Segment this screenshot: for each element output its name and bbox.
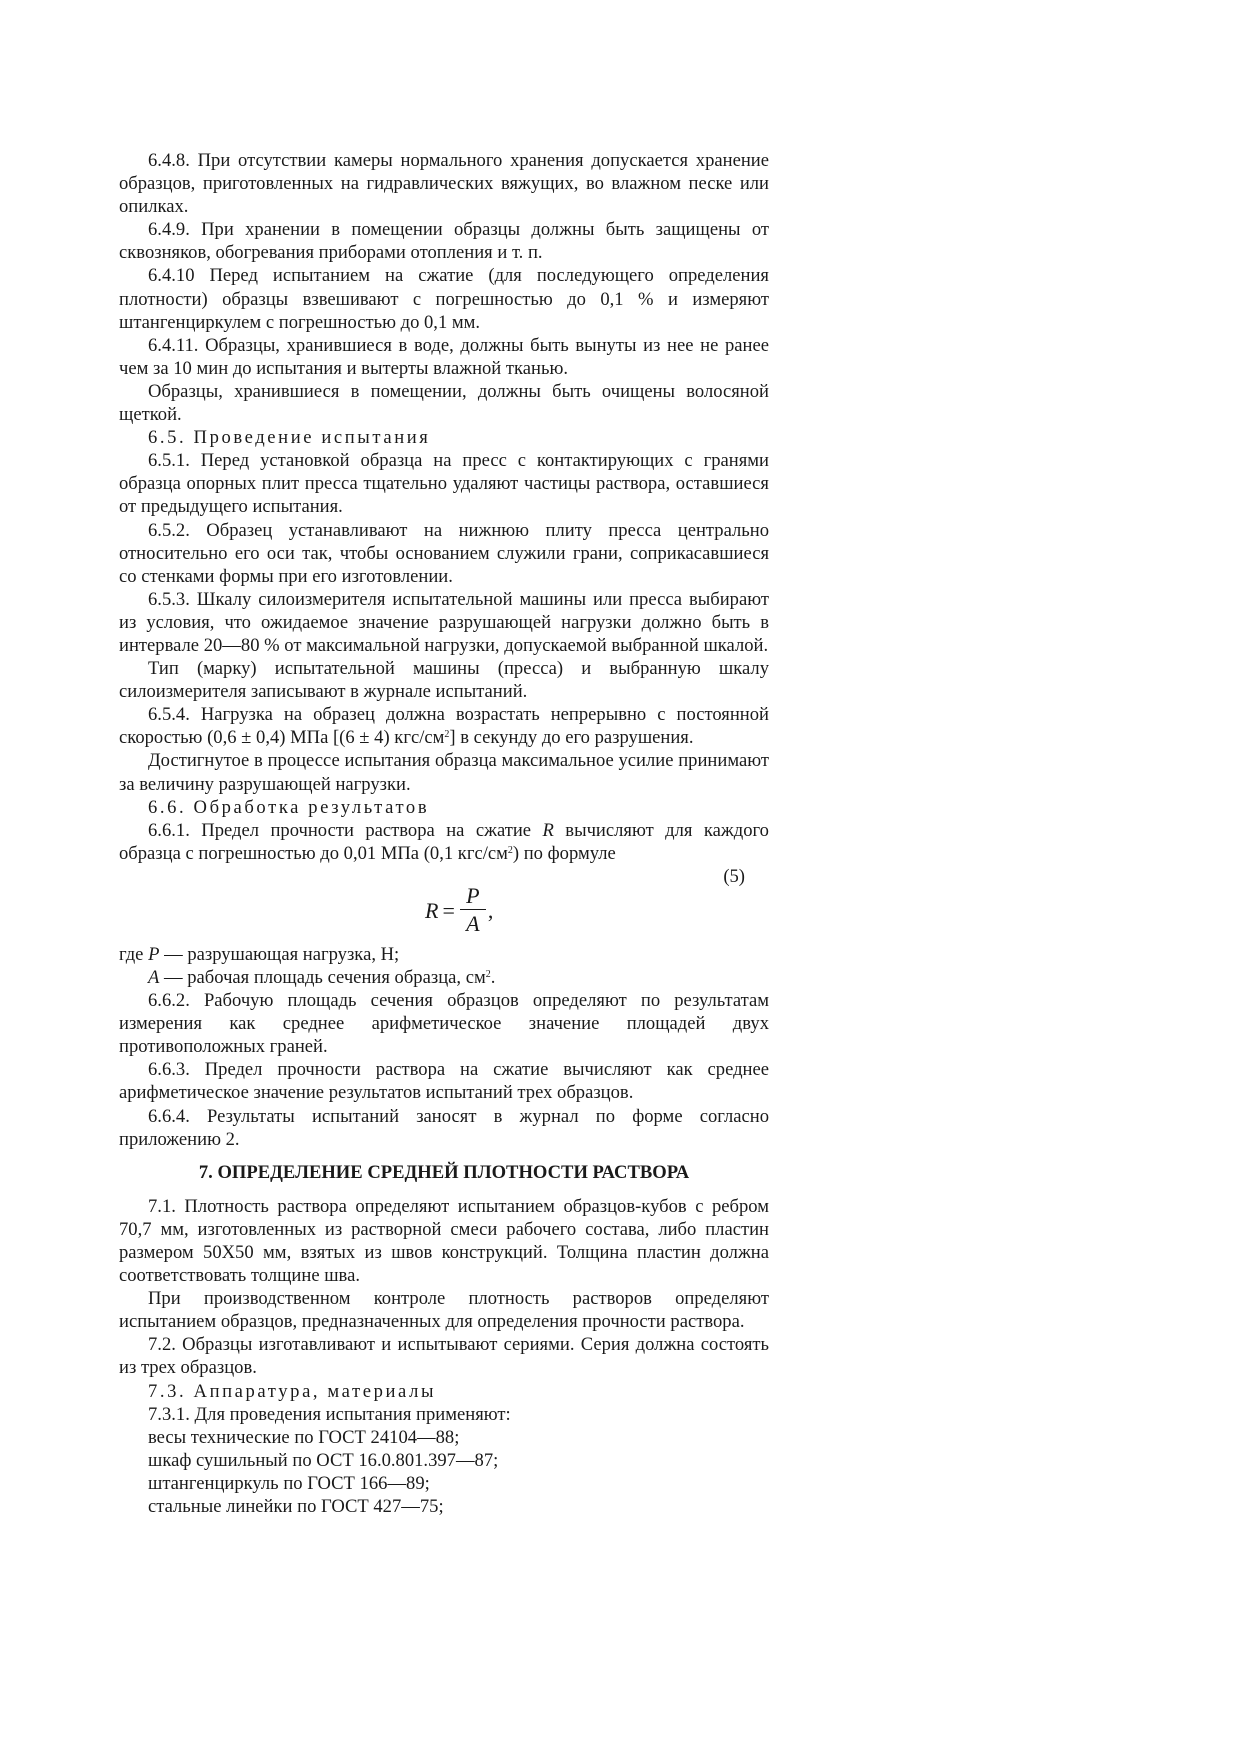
paragraph-7-1: 7.1. Плотность раствора определяют испытанием образцов-кубов с ребром 70,7 мм, изготовленных из растворной смеси рабочего состава, либо пластин размером 50Х50 мм, взятых из швов конструкций. Толщина пластин должна соответствовать толщине шва. [119,1195,769,1287]
where-a-text: — рабочая площадь сечения образца, см [159,967,486,988]
section-6-5-title-text: 6.5. Проведение испытания [148,427,431,449]
formula [425,883,493,938]
list-item: стальные линейки по ГОСТ 427—75; [148,1495,444,1517]
where-a-var: A [148,967,160,988]
formula-comma: , [487,897,494,923]
paragraph-cleaning: Образцы, хранившиеся в помещении, должны быть очищены волосяной щеткой. [119,380,769,426]
p-6-6-1-part1: 6.6.1. Предел прочности раствора на сжатие [148,819,543,841]
paragraph-6-6-3: 6.6.3. Предел прочности раствора на сжатие вычисляют как среднее арифметическое значение результатов испытаний трех образцов. [119,1059,769,1104]
section-7-heading: 7. ОПРЕДЕЛЕНИЕ СРЕДНЕЙ ПЛОТНОСТИ РАСТВОРА [198,1161,690,1183]
where-p [119,943,769,966]
section-7-3-title [119,1380,769,1403]
paragraph-6-4-8: 6.4.8. При отсутствии камеры нормального хранения допускается хранение образцов, приготовленных на гидравлических вяжущих, во влажном песке или опилках. [119,150,769,218]
p-6-6-1-var: R [542,819,554,841]
paragraph-production-control: При производственном контроле плотность растворов определяют испытанием образцов, предназначенных для определения прочности раствора. [119,1288,769,1333]
formula-numerator: P [466,882,480,908]
paragraph-6-4-9: 6.4.9. При хранении в помещении образцы должны быть защищены от сквозняков, обогревания приборами отопления и т. п. [119,219,769,264]
p-6-5-4-sup: 2 [444,729,450,741]
p-6-6-1-part2: вычисляют для каждого образца с погрешностью до 0,01 МПа (0,1 кгс/см [119,819,769,864]
p-6-6-1-sup: 2 [507,844,513,856]
p-6-5-4-text-b: ] в секунду до его разрушения. [449,727,694,749]
paragraph-6-4-11: 6.4.11. Образцы, хранившиеся в воде, должны быть вынуты из нее не ранее чем за 10 мин до испытания и вытерты влажной тканью. [119,334,769,379]
where-a [119,966,769,989]
list-item: штангенциркуль по ГОСТ 166—89; [148,1472,430,1494]
formula-lhs: R [425,897,439,923]
list-item: весы технические по ГОСТ 24104—88; [148,1426,460,1448]
formula-fraction [460,883,486,938]
formula-block [119,865,769,943]
paragraph-6-4-10: 6.4.10 Перед испытанием на сжатие (для последующего определения плотности) образцы взвешивают с погрешностью до 0,1 % и измеряют штангенциркулем с погрешностью до 0,1 мм. [119,265,769,333]
where-p-var: P [148,943,160,965]
paragraph-6-5-3: 6.5.3. Шкалу силоизмерителя испытательной машины или пресса выбирают из условия, что ожидаемое значение разрушающей нагрузки должно быть в интервале 20—80 % от максимальной нагрузки, допускаемой выбранной шкалой. [119,588,769,656]
where-a-sup: 2 [485,969,491,980]
list-item: 7.3.1. Для проведения испытания применяют: [148,1403,511,1425]
section-6-6-title [119,796,769,819]
paragraph-6-6-1 [119,819,769,865]
section-6-6-title-text: 6.6. Обработка результатов [148,796,430,818]
paragraph-max-force: Достигнутое в процессе испытания образца максимальное усилие принимают за величину разрушающей нагрузки. [119,750,769,795]
p-6-5-4-text-a: 6.5.4. Нагрузка на образец должна возрастать непрерывно с постоянной скоростью (0,6 ± 0,4) МПа [(6 ± 4) кгс/см [119,704,769,749]
formula-denominator: A [466,910,480,936]
document-page [119,149,769,1518]
equation-number: (5) [723,865,745,887]
where-a-end: . [490,967,496,988]
list-item: шкаф сушильный по ОСТ 16.0.801.397—87; [148,1449,499,1471]
section-6-5-title [119,426,769,449]
paragraph-machine-type: Тип (марку) испытательной машины (пресса) и выбранную шкалу силоизмерителя записывают в журнале испытаний. [119,658,769,703]
p-6-6-1-part3: ) по формуле [512,842,616,864]
paragraph-6-6-4: 6.6.4. Результаты испытаний заносят в журнал по форме согласно приложению 2. [119,1105,769,1150]
formula-equals: = [442,897,455,923]
section-7-3-title-text: 7.3. Аппаратура, материалы [148,1380,437,1402]
paragraph-6-5-4 [119,703,769,749]
paragraph-6-5-1: 6.5.1. Перед установкой образца на пресс с контактирующих с гранями образца опорных плит пресса тщательно удаляют частицы раствора, оставшиеся от предыдущего испытания. [119,450,769,518]
paragraph-6-6-2: 6.6.2. Рабочую площадь сечения образцов определяют по результатам измерения как среднее арифметическое значение площадей двух противоположных граней. [119,990,769,1058]
where-p-text: — разрушающая нагрузка, Н; [159,943,400,965]
where-p-prefix: где [119,943,149,965]
paragraph-6-5-2: 6.5.2. Образец устанавливают на нижнюю плиту пресса центрально относительно его оси так, чтобы основанием служили грани, соприкасавшиеся со стенками формы при его изготовлении. [119,519,769,587]
paragraph-7-2: 7.2. Образцы изготавливают и испытывают сериями. Серия должна состоять из трех образцов. [119,1334,769,1379]
